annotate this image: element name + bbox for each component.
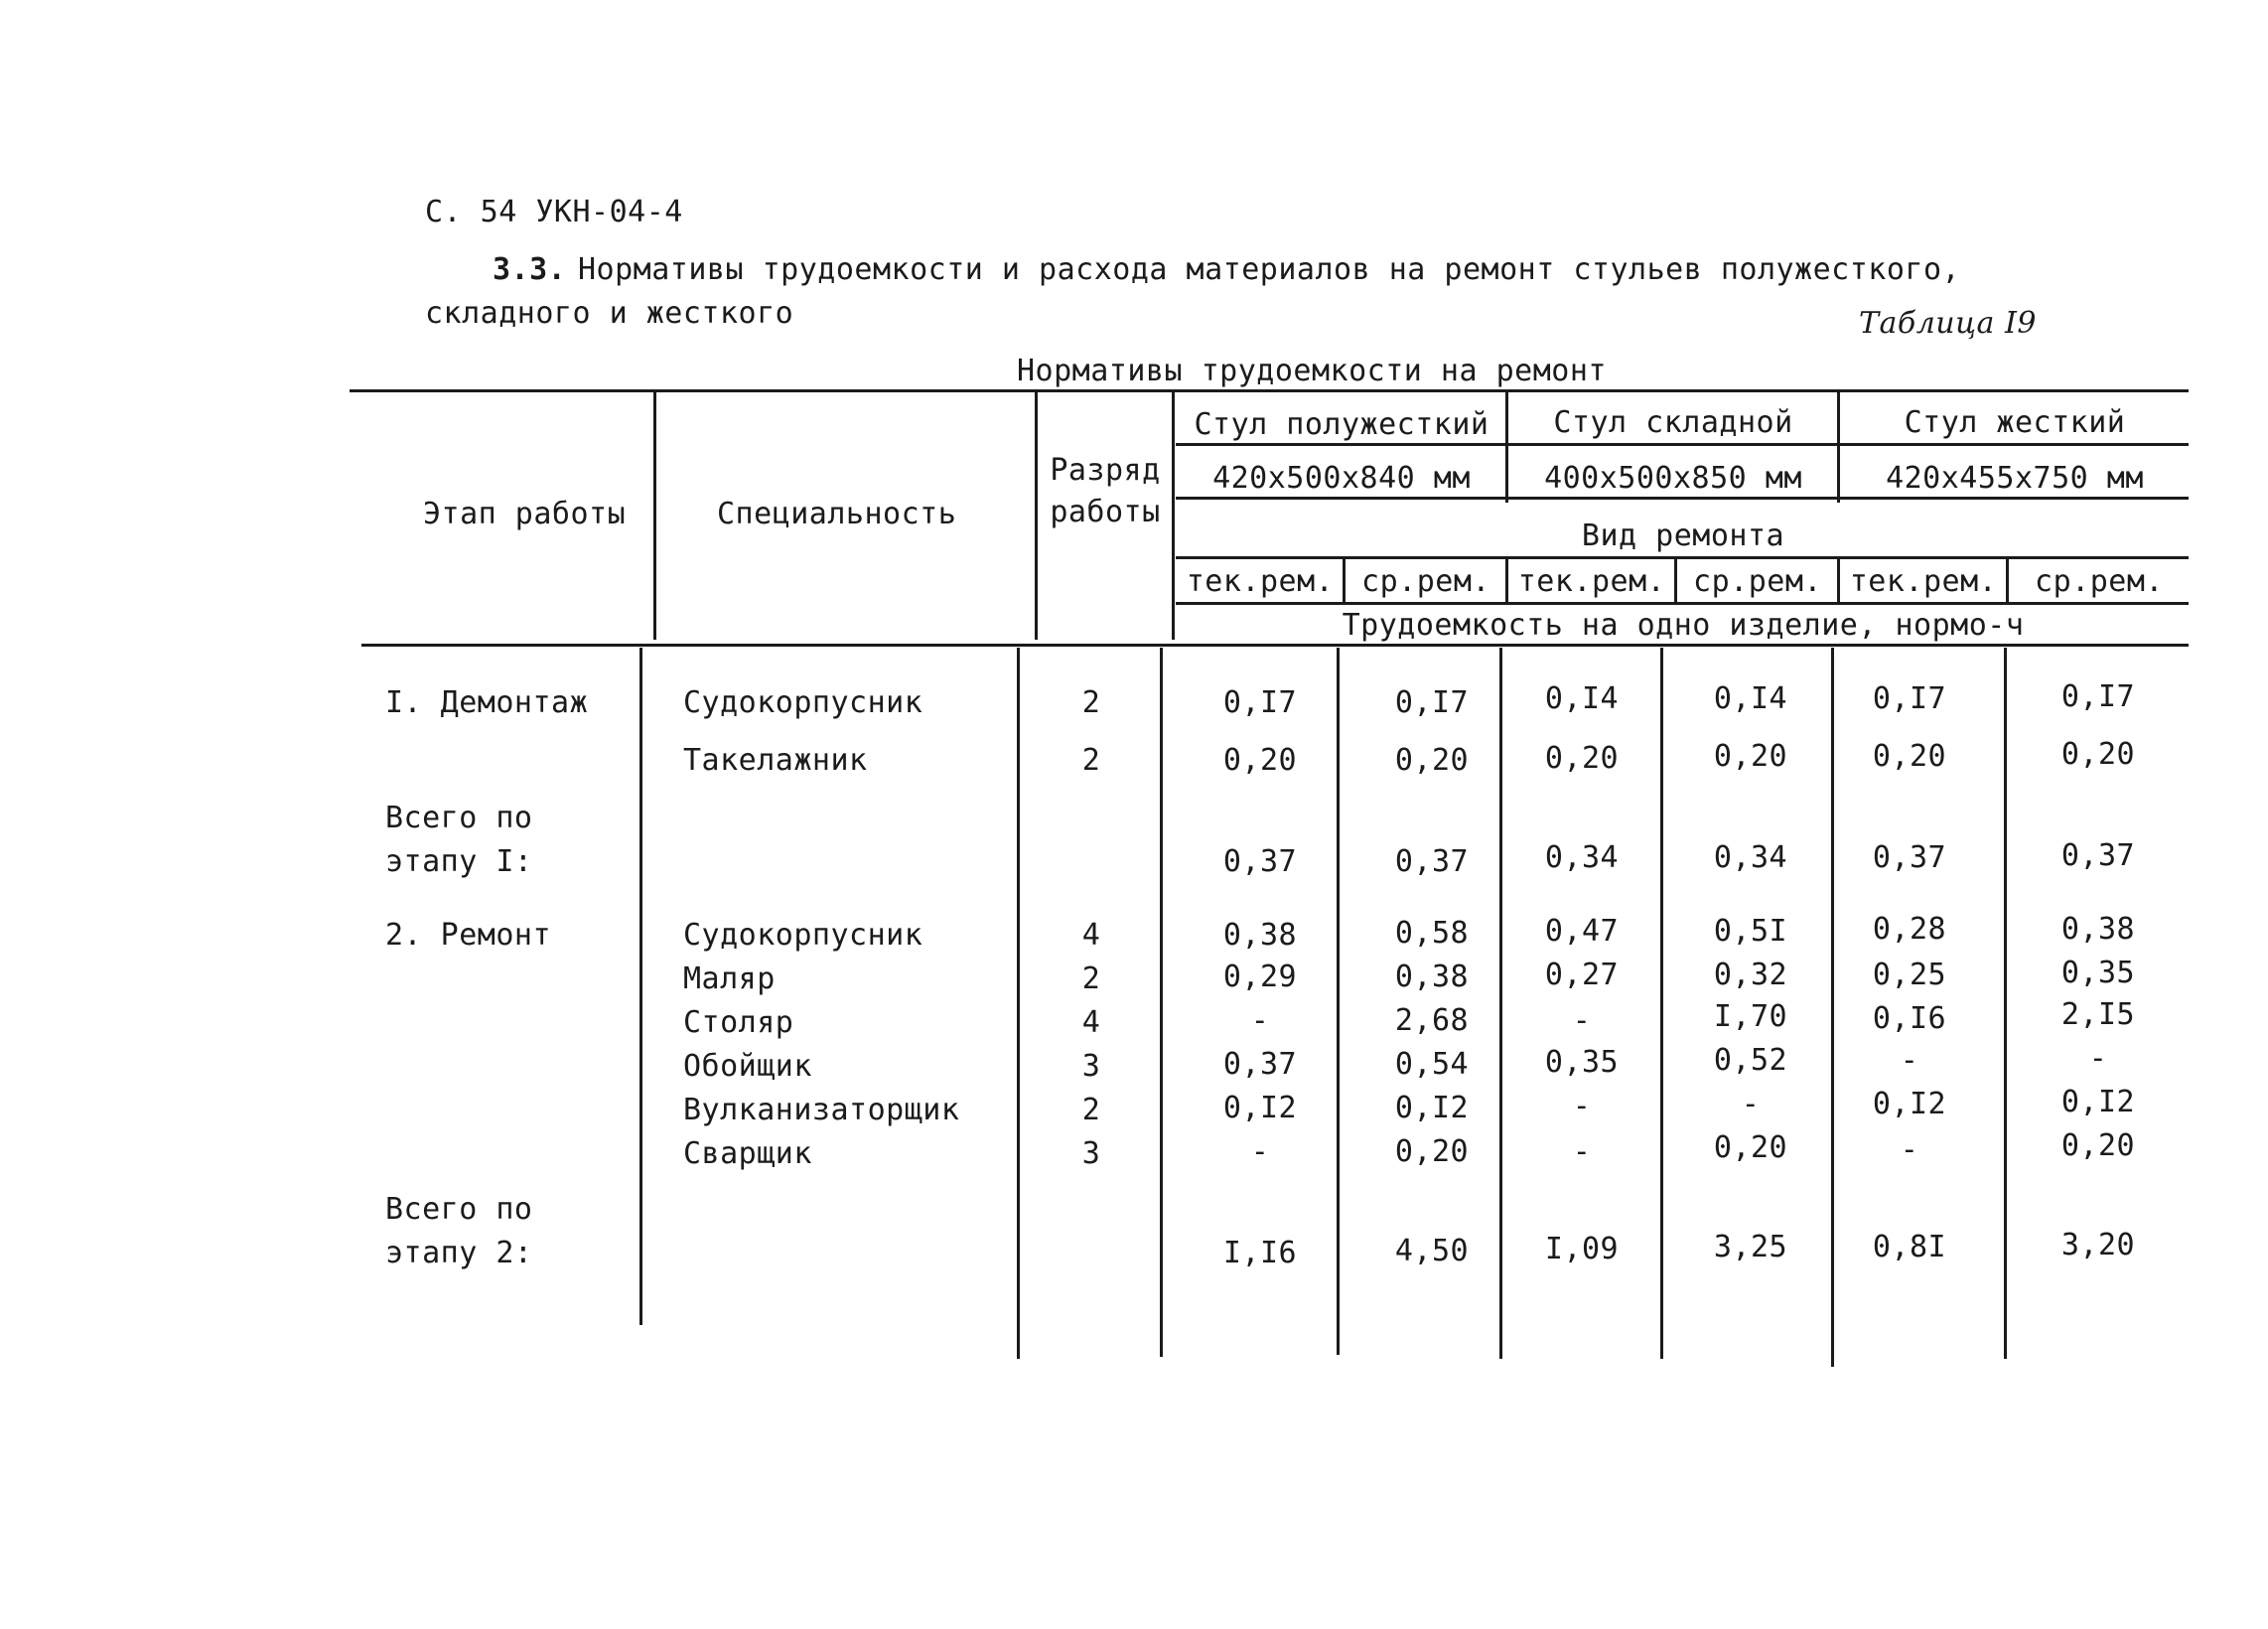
cell-v2: 0,38 — [1394, 960, 1470, 994]
cell-v1: - — [1250, 1134, 1270, 1169]
cell-specialty: Обойщик — [683, 1049, 812, 1084]
cell-v2: 0,54 — [1394, 1047, 1470, 1082]
total-label-line1: Всего по — [385, 801, 533, 835]
cell-v4: I,70 — [1713, 999, 1788, 1034]
cell-v6: 0,20 — [2060, 1128, 2136, 1163]
col-line-sub2 — [1505, 558, 1508, 602]
header-size-semi: 420x500x840 мм — [1212, 461, 1471, 496]
section-number-text: 3.3. — [493, 252, 567, 287]
cell-v4: 0,20 — [1713, 739, 1788, 774]
cell-specialty: Вулканизаторщик — [683, 1093, 960, 1127]
body-col-line-2 — [1017, 648, 1020, 1359]
cell-total-v3: I,09 — [1544, 1232, 1620, 1266]
cell-specialty: Судокорпусник — [683, 918, 923, 953]
header-labor-unit: Трудоемкость на одно изделие, нормо-ч — [1342, 608, 2025, 643]
cell-grade: 4 — [1081, 918, 1101, 953]
cell-specialty: Столяр — [683, 1005, 794, 1040]
col-line-chair-fold — [1837, 391, 1840, 503]
cell-v3: - — [1572, 1134, 1592, 1169]
cell-v2: 0,I7 — [1394, 685, 1470, 720]
cell-v4: 0,20 — [1713, 1130, 1788, 1165]
header-grade-2: работы — [1050, 495, 1161, 529]
header-mid-3: ср.рем. — [2035, 564, 2164, 599]
cell-v4: 0,5I — [1713, 914, 1788, 949]
header-chair-semi: Стул полужесткий — [1194, 407, 1489, 442]
cell-v6: 0,35 — [2060, 956, 2136, 990]
cell-specialty: Сварщик — [683, 1136, 812, 1171]
cell-v2: 0,58 — [1394, 916, 1470, 951]
cell-v3: - — [1572, 1089, 1592, 1123]
col-line-stage — [653, 391, 656, 640]
rule-chair-types — [1176, 443, 2189, 446]
cell-v2: 0,20 — [1394, 1134, 1470, 1169]
header-specialty: Специальность — [717, 497, 957, 531]
cell-total-v2: 0,37 — [1394, 844, 1470, 879]
table-caption: Нормативы трудоемкости на ремонт — [1017, 354, 1607, 388]
cell-v6: 0,20 — [2060, 737, 2136, 772]
table-label: Таблица I9 — [1859, 306, 2037, 341]
cell-total-v1: I,I6 — [1222, 1236, 1298, 1270]
cell-total-v4: 3,25 — [1713, 1230, 1788, 1264]
cell-v1: 0,I2 — [1222, 1091, 1298, 1125]
cell-total-v6: 3,20 — [2060, 1228, 2136, 1262]
section-title-line2: складного и жесткого — [425, 296, 794, 331]
stage2-label: 2. Ремонт — [385, 918, 552, 953]
cell-total-v1: 0,37 — [1222, 844, 1298, 879]
col-line-grade — [1172, 391, 1175, 640]
rule-repair-type — [1176, 556, 2189, 559]
cell-specialty: Маляр — [683, 962, 776, 996]
cell-v1: 0,I7 — [1222, 685, 1298, 720]
header-size-fold: 400x500x850 мм — [1544, 461, 1802, 496]
cell-v5: 0,20 — [1872, 739, 1947, 774]
rule-sizes — [1176, 497, 2189, 500]
cell-specialty: Судокорпусник — [683, 685, 923, 720]
cell-total-v3: 0,34 — [1544, 840, 1620, 875]
cell-v3: 0,20 — [1544, 741, 1620, 776]
cell-grade: 2 — [1081, 962, 1101, 996]
cell-v1: 0,37 — [1222, 1047, 1298, 1082]
cell-v3: 0,47 — [1544, 914, 1620, 949]
header-mid-2: ср.рем. — [1693, 564, 1822, 599]
cell-total-v4: 0,34 — [1713, 840, 1788, 875]
cell-v3: - — [1572, 1003, 1592, 1038]
header-cur-3: тек.рем. — [1849, 564, 1998, 599]
cell-v4: - — [1741, 1087, 1761, 1121]
table-header-bottom-rule — [361, 644, 2189, 647]
cell-v5: 0,I7 — [1872, 681, 1947, 716]
cell-v5: - — [1900, 1132, 1919, 1167]
cell-total-v5: 0,8I — [1872, 1230, 1947, 1264]
total-label-line1: Всего по — [385, 1192, 533, 1227]
cell-grade: 3 — [1081, 1136, 1101, 1171]
cell-v5: 0,25 — [1872, 958, 1947, 992]
header-size-rigid: 420x455x750 мм — [1886, 461, 2144, 496]
cell-grade: 4 — [1081, 1005, 1101, 1040]
col-line-chair-semi — [1505, 391, 1508, 503]
cell-grade: 2 — [1081, 1093, 1101, 1127]
cell-v1: 0,29 — [1222, 960, 1298, 994]
header-stage: Этап работы — [423, 497, 627, 531]
rule-repair-kind — [1176, 602, 2189, 605]
body-col-line-8 — [2004, 648, 2007, 1359]
header-mid-1: ср.рем. — [1361, 564, 1490, 599]
header-cur-2: тек.рем. — [1517, 564, 1666, 599]
col-line-specialty — [1035, 391, 1038, 640]
cell-v6: 0,I7 — [2060, 679, 2136, 714]
col-line-sub1 — [1343, 558, 1346, 602]
cell-v2: 0,I2 — [1394, 1091, 1470, 1125]
cell-v5: 0,I2 — [1872, 1087, 1947, 1121]
cell-v2: 0,20 — [1394, 743, 1470, 778]
stage1-label: I. Демонтаж — [385, 685, 589, 720]
header-cur-1: тек.рем. — [1186, 564, 1335, 599]
cell-v4: 0,I4 — [1713, 681, 1788, 716]
header-grade-1: Разряд — [1050, 453, 1161, 488]
total-label-line2: этапу 2: — [385, 1236, 533, 1270]
cell-v5: 0,28 — [1872, 912, 1947, 947]
body-col-line-3 — [1160, 648, 1163, 1357]
body-col-line-1 — [639, 648, 642, 1325]
cell-v3: 0,I4 — [1544, 681, 1620, 716]
table-top-rule — [350, 389, 2189, 392]
cell-v4: 0,32 — [1713, 958, 1788, 992]
cell-total-v2: 4,50 — [1394, 1234, 1470, 1268]
cell-v1: 0,38 — [1222, 918, 1298, 953]
total-label-line2: этапу I: — [385, 844, 533, 879]
cell-v3: 0,27 — [1544, 958, 1620, 992]
header-chair-fold: Стул складной — [1553, 405, 1793, 440]
cell-v6: 0,I2 — [2060, 1085, 2136, 1119]
cell-specialty: Такелажник — [683, 743, 868, 778]
header-repair-type: Вид ремонта — [1581, 518, 1785, 553]
cell-v4: 0,52 — [1713, 1043, 1788, 1078]
col-line-sub3 — [1674, 558, 1677, 602]
cell-total-v5: 0,37 — [1872, 840, 1947, 875]
col-line-sub5 — [2006, 558, 2009, 602]
section-title-line1: Нормативы трудоемкости и расхода материалов на ремонт стульев полужесткого, — [578, 252, 1961, 287]
cell-v2: 2,68 — [1394, 1003, 1470, 1038]
cell-v3: 0,35 — [1544, 1045, 1620, 1080]
cell-grade: 2 — [1081, 685, 1101, 720]
cell-v5: 0,I6 — [1872, 1001, 1947, 1036]
cell-v1: - — [1250, 1003, 1270, 1038]
cell-grade: 2 — [1081, 743, 1101, 778]
cell-v5: - — [1900, 1043, 1919, 1078]
header-chair-rigid: Стул жесткий — [1904, 405, 2126, 440]
page-header: С. 54 УКН-04-4 — [425, 195, 683, 229]
section-number — [493, 252, 566, 287]
col-line-sub4 — [1837, 558, 1840, 602]
cell-grade: 3 — [1081, 1049, 1101, 1084]
cell-total-v6: 0,37 — [2060, 838, 2136, 873]
cell-v6: - — [2088, 1041, 2108, 1076]
cell-v1: 0,20 — [1222, 743, 1298, 778]
cell-v6: 0,38 — [2060, 912, 2136, 947]
cell-v6: 2,I5 — [2060, 997, 2136, 1032]
